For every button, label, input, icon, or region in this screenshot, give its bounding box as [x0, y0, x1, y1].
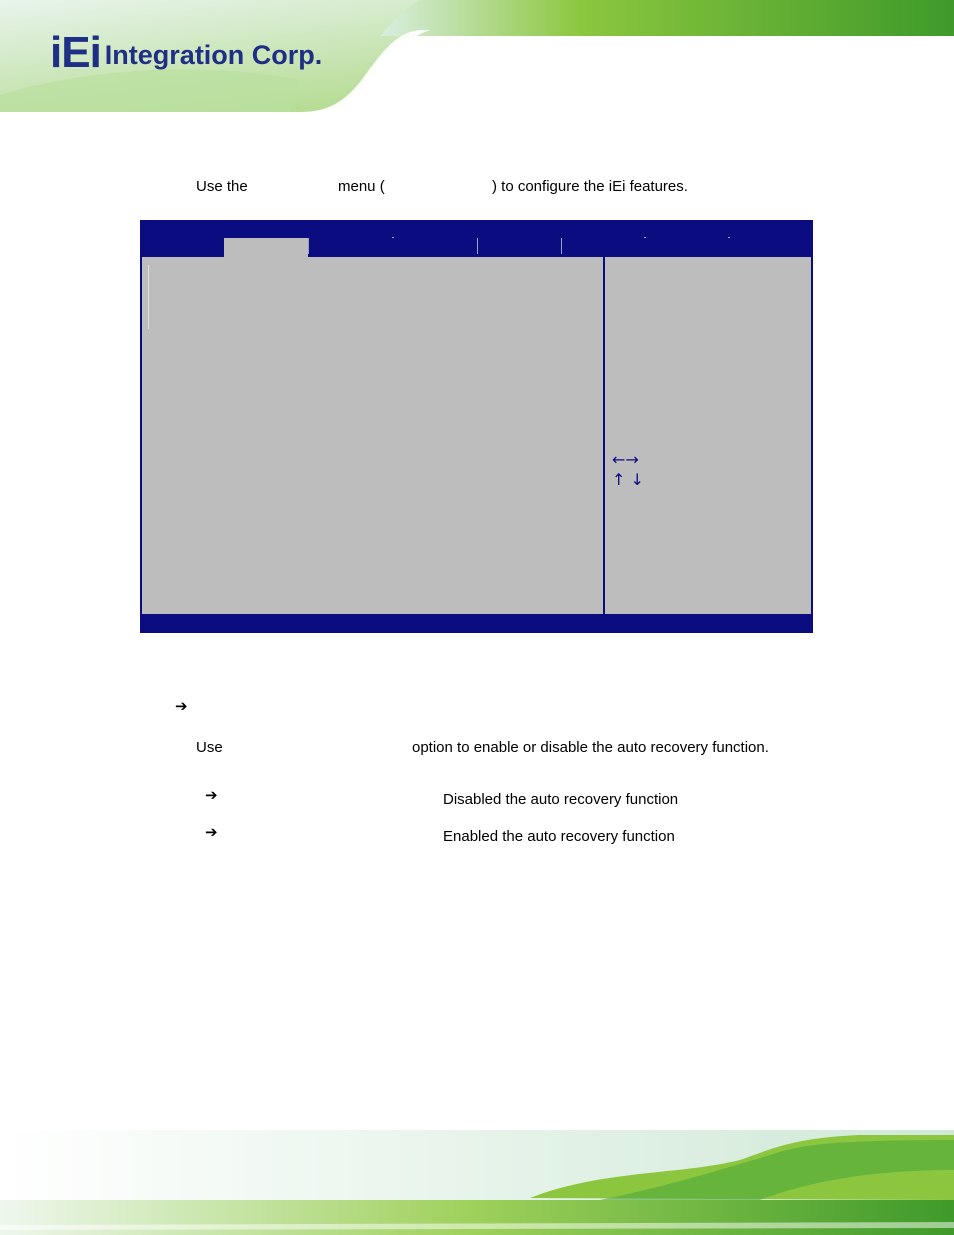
bios-selection-line	[148, 265, 149, 329]
value-disabled-description: Disabled the auto recovery function	[443, 791, 679, 808]
bios-tab-separator	[308, 238, 309, 254]
value-bullet-icon: ➔	[205, 823, 218, 841]
bios-bottom-bar	[140, 614, 813, 633]
option-bullet-icon: ➔	[175, 697, 188, 715]
bios-tab-marker	[728, 237, 730, 238]
logo-name: Integration Corp.	[104, 40, 323, 70]
bios-tab-active[interactable]	[224, 238, 308, 258]
bios-help-keys	[612, 450, 644, 490]
bios-tab-marker	[392, 237, 394, 238]
intro-part-1: Use the	[196, 178, 248, 195]
value-enabled-description: Enabled the auto recovery function	[443, 828, 675, 845]
left-right-arrows-icon: ←→	[612, 450, 639, 469]
intro-part-3: ) to configure the iEi features.	[492, 178, 688, 195]
bios-tab-separator	[561, 238, 562, 254]
up-down-arrows-icon: ↑ ↓	[612, 470, 644, 489]
value-bullet-icon: ➔	[205, 786, 218, 804]
option-desc-prefix: Use	[196, 739, 223, 756]
company-logo	[50, 28, 322, 78]
bios-main-panel	[142, 257, 603, 614]
intro-part-2: menu (	[338, 178, 385, 195]
bios-help-panel	[605, 257, 811, 614]
bios-tab-separator	[477, 238, 478, 254]
bios-screen	[140, 220, 813, 633]
bios-tab-marker	[644, 237, 646, 238]
logo-mark: iEi	[50, 28, 101, 77]
option-desc-suffix: option to enable or disable the auto recovery function.	[412, 739, 769, 756]
footer-banner	[0, 1130, 954, 1235]
